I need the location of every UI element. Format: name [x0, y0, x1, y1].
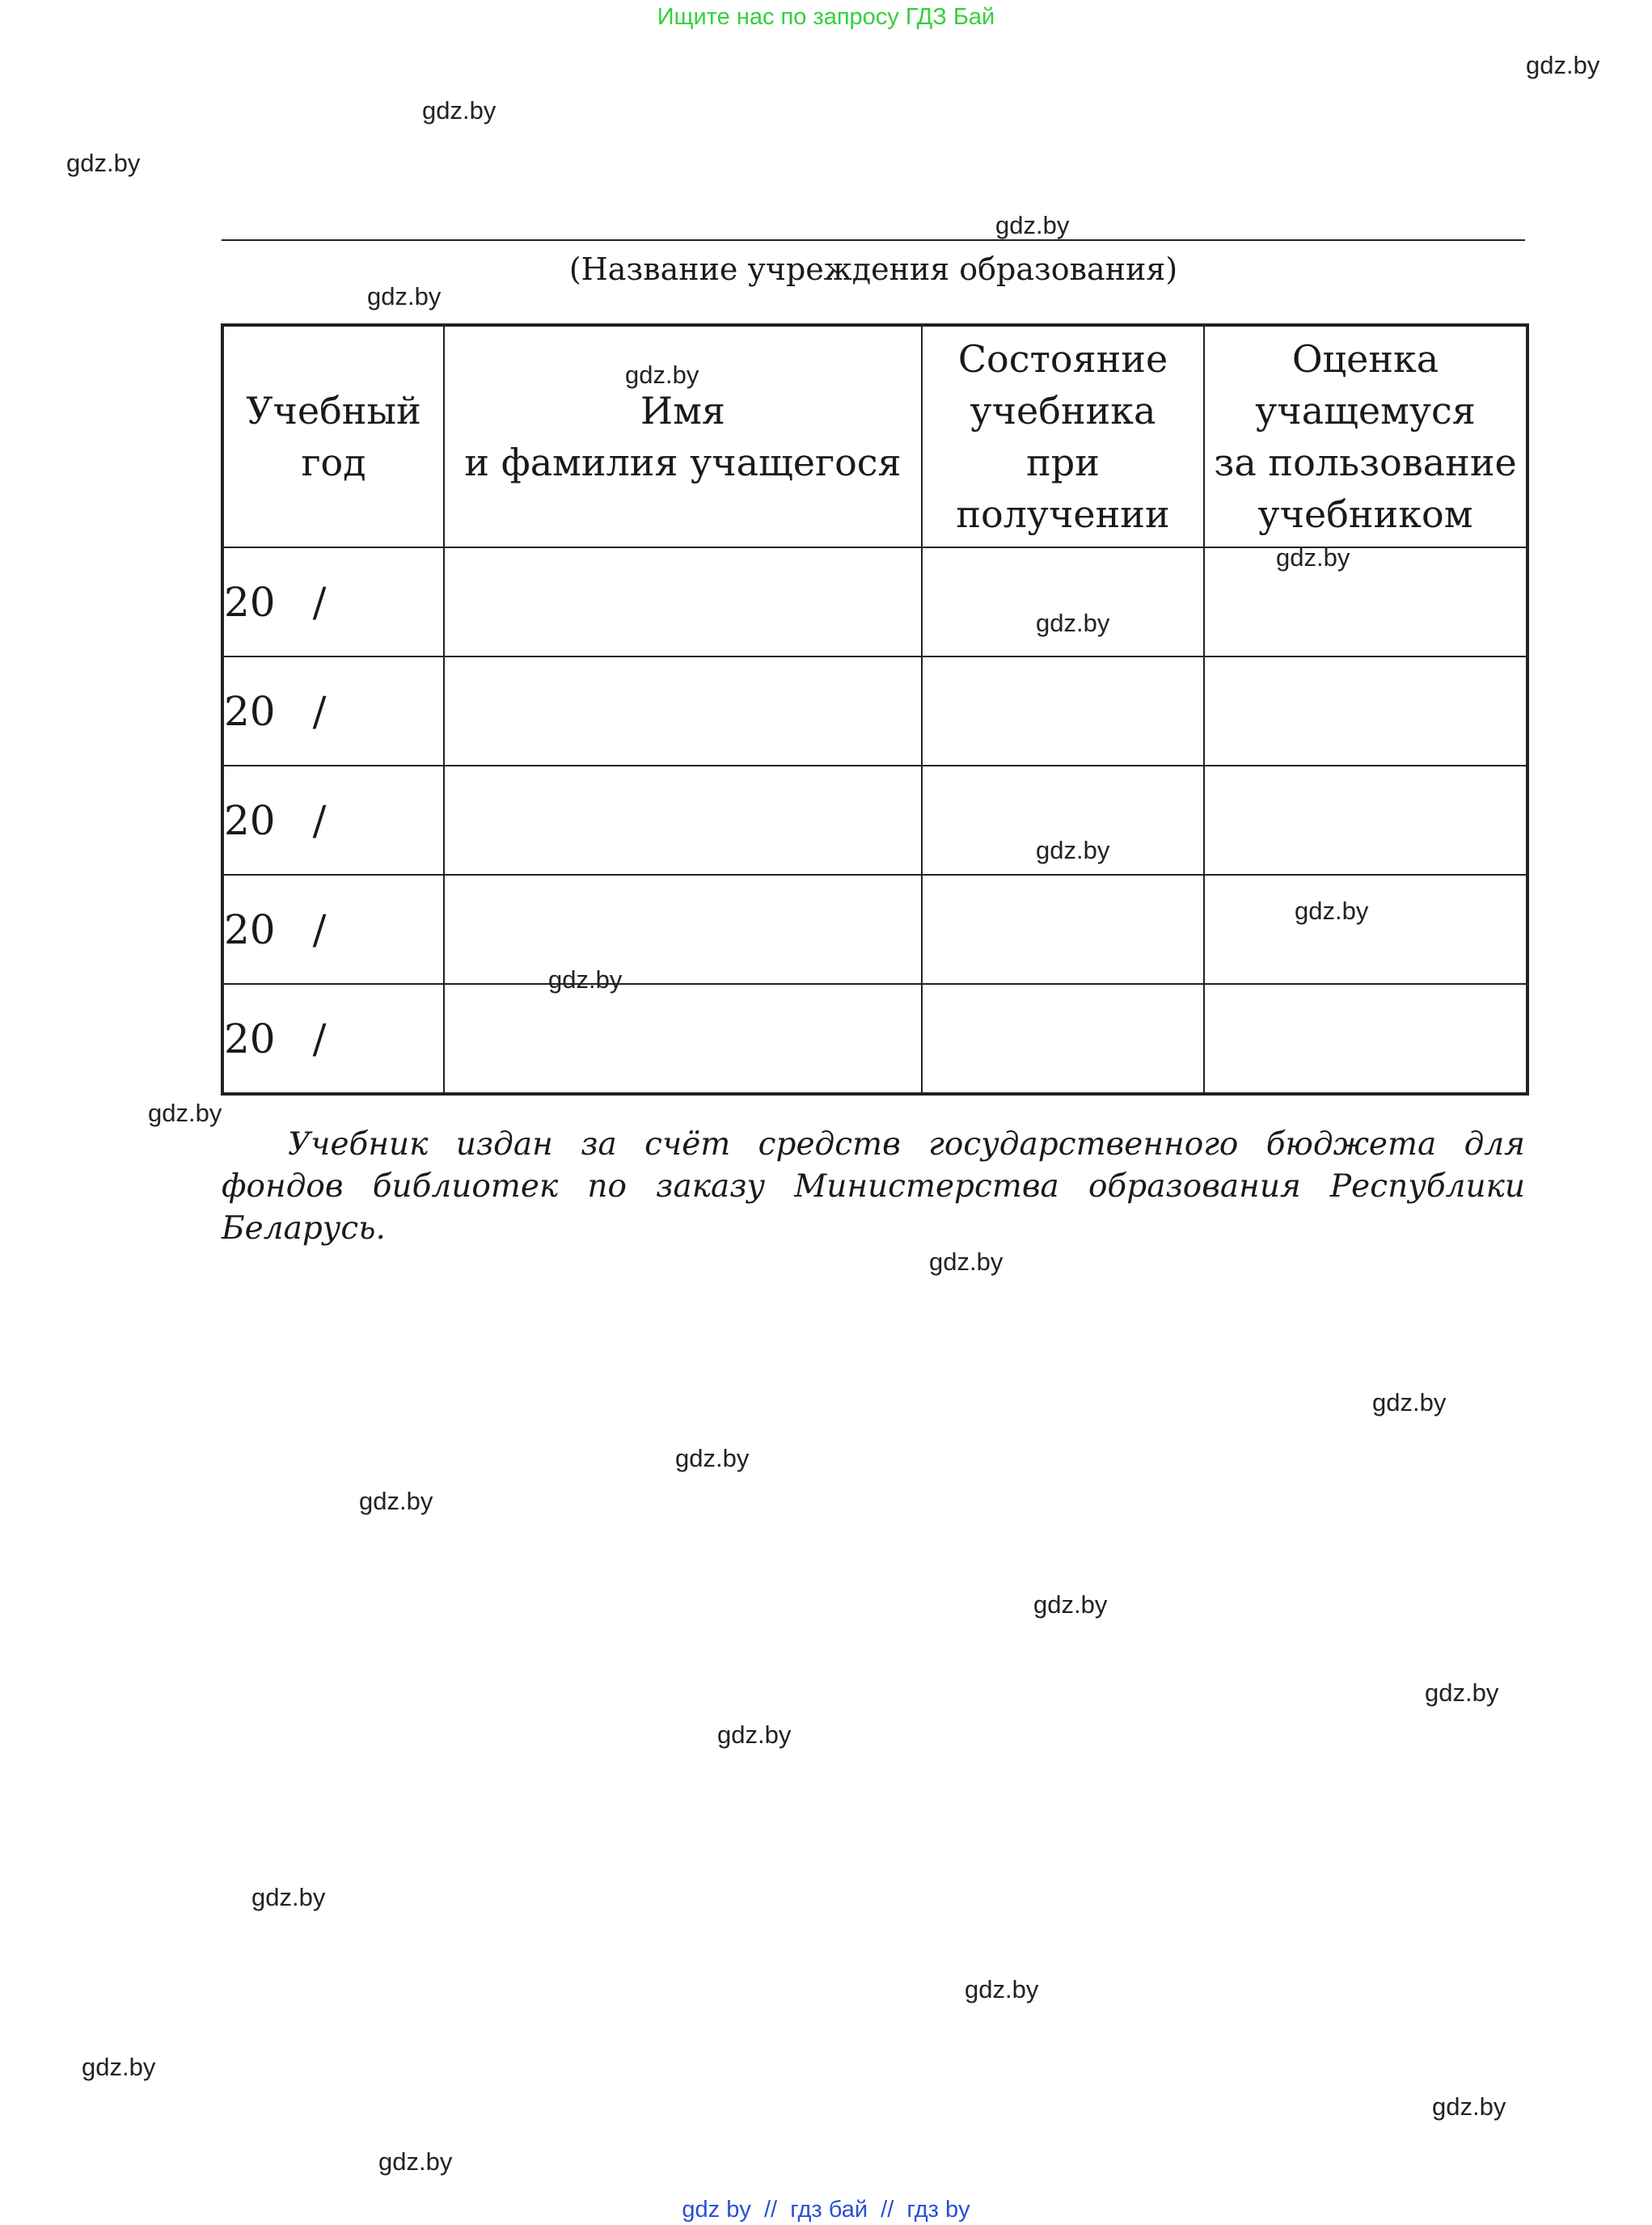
grade-cell[interactable]: [1204, 547, 1527, 657]
institution-caption: (Название учреждения образования): [568, 251, 1178, 287]
student-name-cell[interactable]: [444, 766, 922, 875]
footer-link-gdz-by[interactable]: gdz by: [682, 2197, 751, 2223]
institution-name-line[interactable]: [222, 239, 1525, 241]
watermark: gdz.by: [1432, 2092, 1506, 2121]
student-name-cell[interactable]: [444, 984, 922, 1094]
year-cell[interactable]: 20 /: [222, 547, 444, 657]
watermark: gdz.by: [82, 2053, 156, 2081]
footer-separator: //: [881, 2197, 894, 2223]
header-student-name: Имя и фамилия учащегося: [444, 325, 922, 547]
grade-cell[interactable]: [1204, 875, 1527, 984]
watermark: gdz.by: [1036, 836, 1110, 864]
table-row: [222, 657, 1527, 766]
student-name-cell[interactable]: [444, 547, 922, 657]
header-school-year: Учебный год: [222, 325, 444, 547]
footer-links: [0, 2196, 1652, 2223]
watermark: gdz.by: [422, 96, 496, 125]
grade-cell[interactable]: [1204, 984, 1527, 1094]
watermark: gdz.by: [717, 1720, 792, 1749]
footer-separator: //: [763, 2197, 778, 2223]
watermark: gdz.by: [251, 1883, 326, 1911]
footer-link-gdz-bai[interactable]: гдз бай: [790, 2197, 868, 2223]
watermark: gdz.by: [965, 1975, 1039, 2003]
watermark: gdz.by: [1276, 543, 1350, 572]
student-name-cell[interactable]: [444, 657, 922, 766]
condition-cell[interactable]: [922, 657, 1204, 766]
top-banner[interactable]: Ищите нас по запросу ГДЗ Бай: [657, 4, 995, 30]
year-cell[interactable]: 20 /: [222, 766, 444, 875]
watermark: gdz.by: [367, 282, 442, 310]
student-name-cell[interactable]: [444, 875, 922, 984]
watermark: gdz.by: [1425, 1678, 1499, 1707]
condition-cell[interactable]: [922, 984, 1204, 1094]
watermark: gdz.by: [359, 1487, 433, 1515]
watermark: gdz.by: [1295, 897, 1369, 925]
footer-link-gdz-by-cyr[interactable]: гдз by: [906, 2197, 970, 2223]
condition-cell[interactable]: [922, 875, 1204, 984]
watermark: gdz.by: [548, 965, 623, 994]
textbook-register-table: [221, 323, 1529, 1096]
table-row: [222, 547, 1527, 657]
table-row: [222, 766, 1527, 875]
table-row: [222, 984, 1527, 1094]
watermark: gdz.by: [1036, 609, 1110, 637]
funding-note: Учебник издан за счёт средств государственного бюджета для фондов библиотек по заказу Министерства образования Республики Беларусь.: [222, 1126, 1525, 1247]
watermark: gdz.by: [1033, 1590, 1108, 1619]
watermark: gdz.by: [675, 1444, 750, 1472]
year-cell[interactable]: 20 /: [222, 875, 444, 984]
watermark: gdz.by: [148, 1099, 222, 1127]
grade-cell[interactable]: [1204, 657, 1527, 766]
watermark: gdz.by: [1372, 1388, 1447, 1416]
year-cell[interactable]: 20 /: [222, 657, 444, 766]
watermark: gdz.by: [995, 211, 1070, 239]
watermark: gdz.by: [66, 149, 141, 177]
year-cell[interactable]: 20 /: [222, 984, 444, 1094]
grade-cell[interactable]: [1204, 766, 1527, 875]
watermark: gdz.by: [378, 2147, 453, 2176]
watermark: gdz.by: [625, 361, 699, 389]
header-condition-on-receipt: Состояние учебника при получении: [922, 325, 1204, 547]
table-header-row: [222, 325, 1527, 547]
condition-cell[interactable]: [922, 547, 1204, 657]
watermark: gdz.by: [929, 1248, 1003, 1276]
watermark: gdz.by: [1526, 51, 1600, 79]
table-row: [222, 875, 1527, 984]
header-usage-grade: Оценка учащемуся за пользование учебником: [1204, 325, 1527, 547]
